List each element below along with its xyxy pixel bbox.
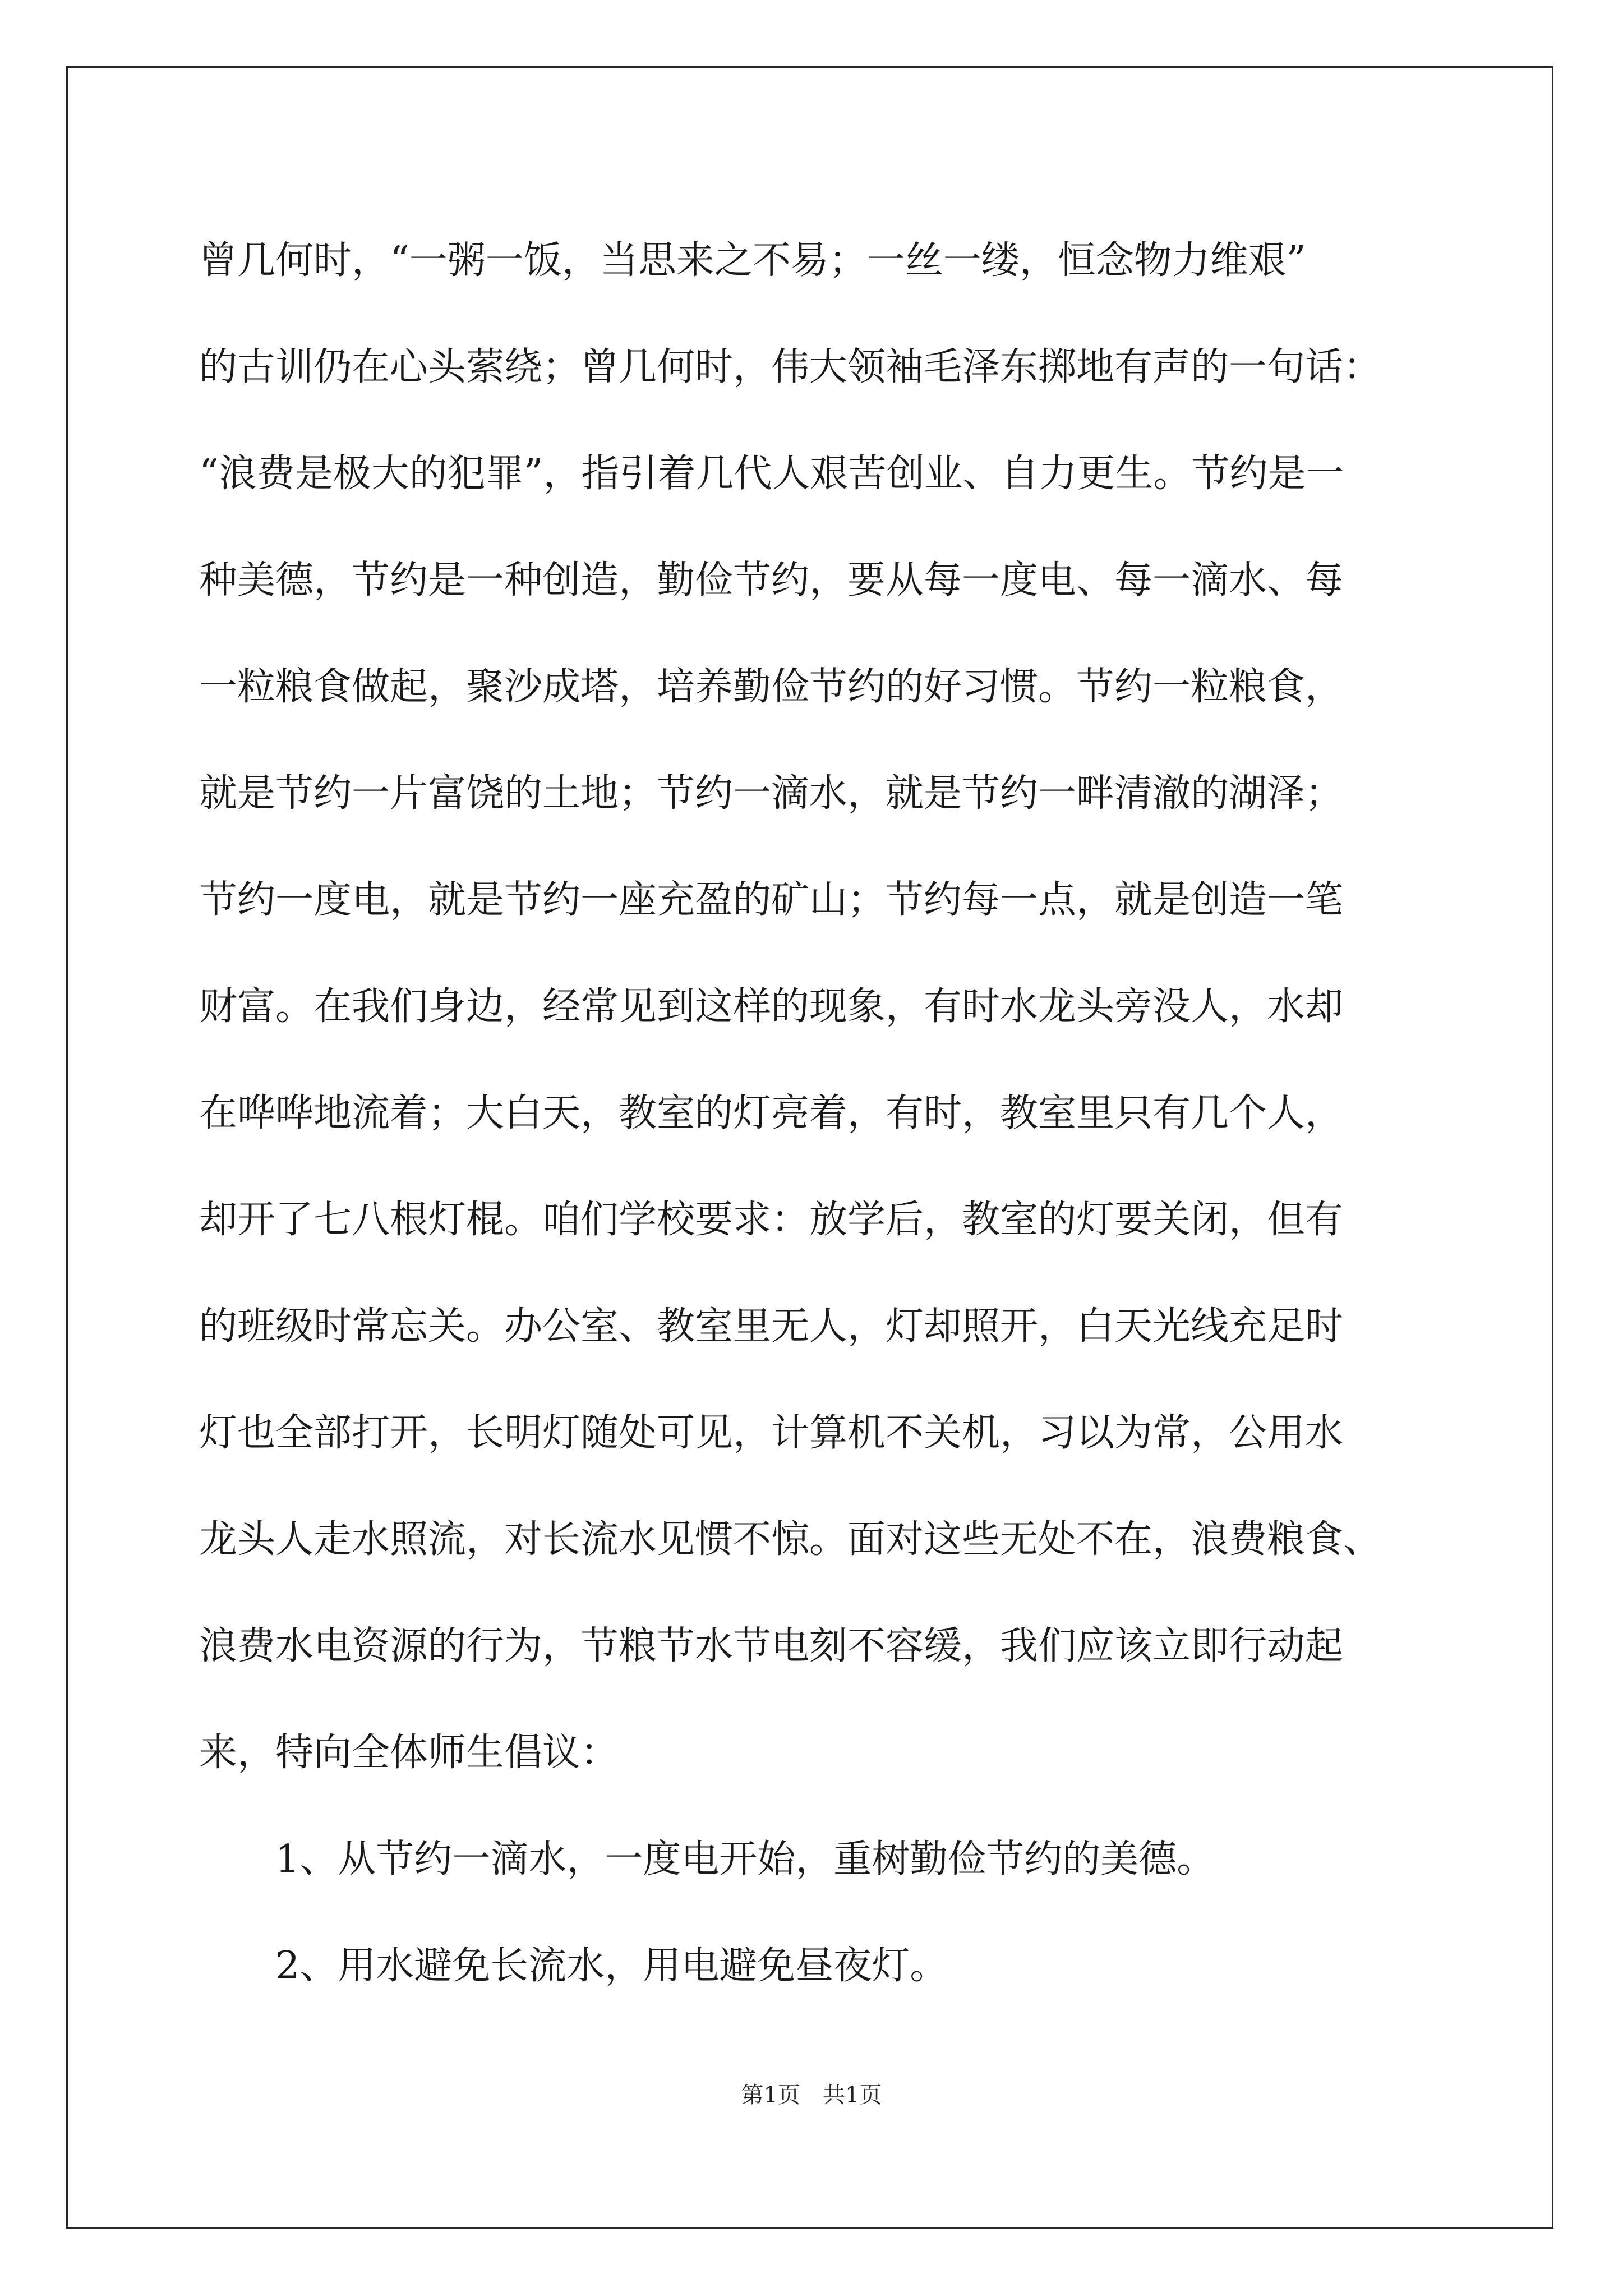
text-line: 财富。在我们身边，经常见到这样的现象，有时水龙头旁没人，水却 <box>199 984 1344 1029</box>
text-line: 的班级时常忘关。办公室、教室里无人，灯却照开，白天光线充足时 <box>199 1304 1344 1349</box>
text-line: 浪费水电资源的行为，节粮节水节电刻不容缓，我们应该立即行动起 <box>199 1624 1344 1668</box>
page-number-footer: 第1页 共1页 <box>741 2082 882 2108</box>
text-line: 灯也全部打开，长明灯随处可见，计算机不关机，习以为常，公用水 <box>199 1411 1344 1455</box>
text-line: 就是节约一片富饶的土地；节约一滴水，就是节约一畔清澈的湖泽； <box>199 771 1344 816</box>
text-line: 来，特向全体师生倡议： <box>199 1731 619 1775</box>
list-item-2: 2、用水避免长流水，用电避免昼夜灯。 <box>275 1944 948 1988</box>
text-line: 龙头人走水照流，对长流水见惯不惊。面对这些无处不在，浪费粮食、 <box>199 1517 1382 1562</box>
text-line: 的古训仍在心头萦绕；曾几何时，伟大领袖毛泽东掷地有声的一句话： <box>199 345 1382 389</box>
text-line: 却开了七八根灯棍。咱们学校要求：放学后，教室的灯要关闭，但有 <box>199 1198 1344 1242</box>
text-line: 种美德，节约是一种创造，勤俭节约，要从每一度电、每一滴水、每 <box>199 558 1344 602</box>
document-body <box>199 208 1472 2019</box>
text-line: 节约一度电，就是节约一座充盈的矿山；节约每一点，就是创造一笔 <box>199 878 1344 922</box>
text-line: “浪费是极大的犯罪”，指引着几代人艰苦创业、自力更生。节约是一 <box>199 452 1344 496</box>
list-item-1: 1、从节约一滴水，一度电开始，重树勤俭节约的美德。 <box>275 1837 1215 1881</box>
text-line: 一粒粮食做起，聚沙成塔，培养勤俭节约的好习惯。节约一粒粮食， <box>199 665 1344 709</box>
text-line: 曾几何时，“一粥一饭，当思来之不易；一丝一缕，恒念物力维艰” <box>199 238 1306 283</box>
text-line: 在哗哗地流着；大白天，教室的灯亮着，有时，教室里只有几个人， <box>199 1091 1344 1135</box>
